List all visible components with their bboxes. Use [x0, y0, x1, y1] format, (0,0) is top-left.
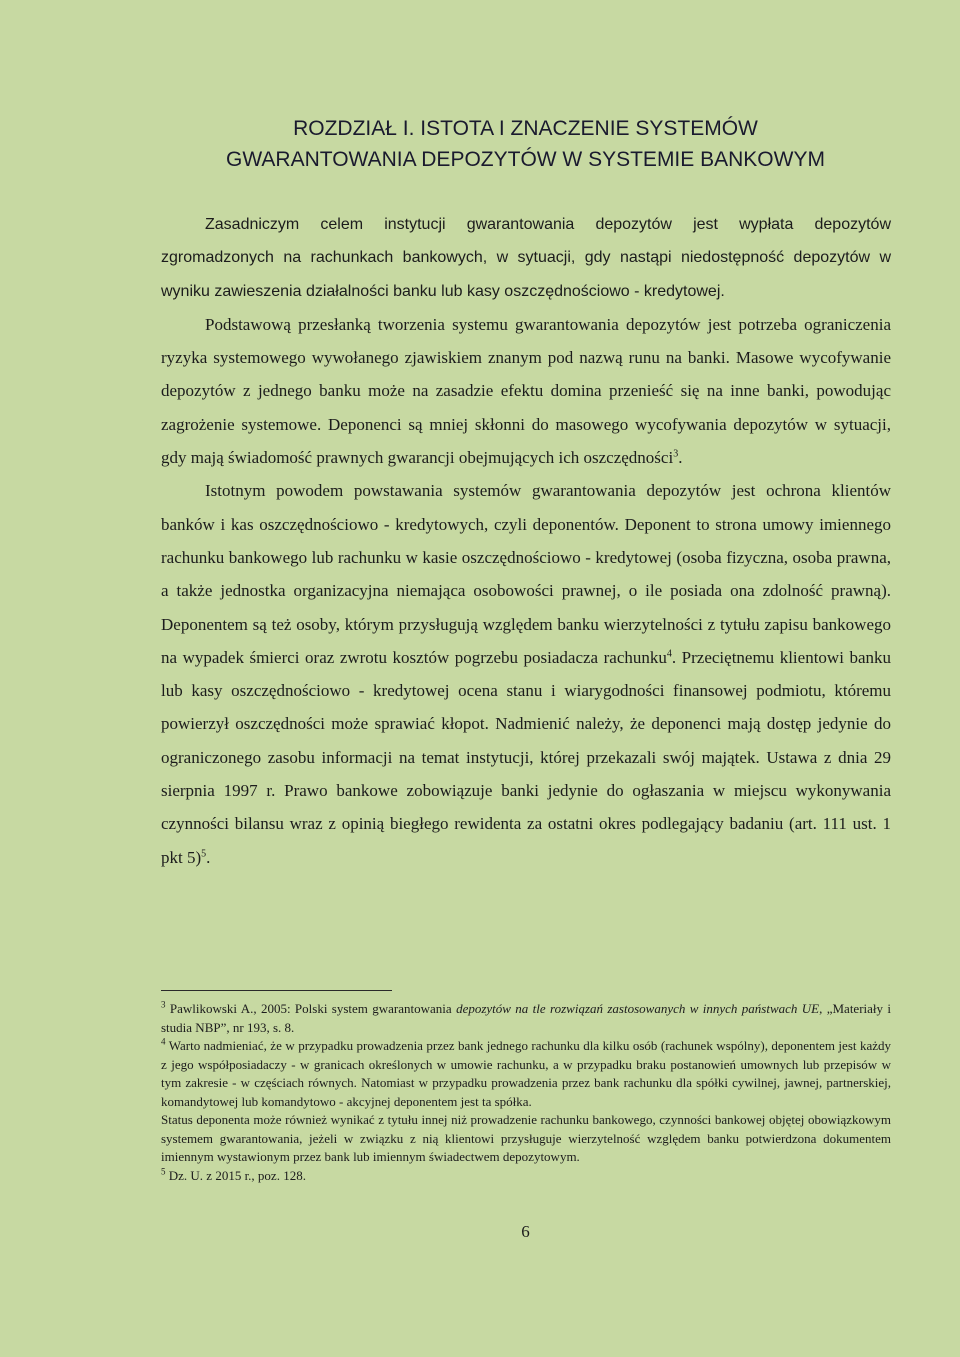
footnote-ref-5: 5	[201, 847, 207, 859]
page-number: 6	[521, 1222, 530, 1241]
footnote-5-text: Dz. U. z 2015 r., poz. 128.	[168, 1167, 306, 1183]
footnotes	[161, 1000, 891, 1185]
footnote-5	[161, 1167, 891, 1186]
footnote-3-text-b: , „Materiały i studia NBP”, nr 193, s. 8.	[161, 1001, 892, 1035]
paragraph-3	[161, 474, 891, 874]
footnote-3-title: depozytów na tle rozwiązań zastosowanych w innych państwach UE	[456, 1001, 820, 1016]
paragraph-1: Zasadniczym celem instytucji gwarantowania depozytów jest wypłata depozytów zgromadzonych na rachunkach bankowych, w sytuacji, gdy nastąpi niedostępność depozytów w wyniku zawieszenia działalności banku lub kasy oszczędnościowo - kredytowej.	[161, 216, 891, 300]
footnote-3	[161, 1000, 891, 1037]
paragraph-2-end: .	[678, 448, 683, 468]
chapter-title-line-2: GWARANTOWANIA DEPOZYTÓW W SYSTEMIE BANKOWYM	[226, 148, 825, 171]
footnote-separator	[161, 990, 392, 991]
paragraph-3-text-a: Istotnym powodem powstawania systemów gwarantowania depozytów jest ochrona klientów banków i kas oszczędnościowo - kredytowych, czyli deponentów. Deponent to strona umowy imiennego rachunku bankowego lub rachunku w kasie oszczędnościowo - kredytowej (osoba fizyczna, osoba prawna, a także jednostka organizacyjna niemająca osobowości prawnej, o ile posiada ona zdolność prawną). Deponentem są też osoby, którym przysługują względem banku wierzytelności z tytułu zapisu bankowego na wypadek śmierci oraz zwrotu kosztów pogrzebu posiadacza rachunku	[161, 481, 891, 667]
footnote-3-text-a: Pawlikowski A., 2005: Polski system gwarantowania	[169, 1001, 457, 1016]
chapter-title-line-1: ROZDZIAŁ I. ISTOTA I ZNACZENIE SYSTEMÓW	[293, 117, 758, 140]
paragraph-3-text-b: . Przeciętnemu klientowi banku lub kasy oszczędnościowo - kredytowej ocena stanu i wiarygodności finansowej podmiotu, któremu powierzył oszczędności może sprawiać kłopot. Nadmienić należy, że deponenci mają dostęp jedynie do ograniczonego zasobu informacji na temat instytucji, której przekazali swój majątek. Ustawa z dnia 29 sierpnia 1997 r. Prawo bankowe zobowiązuje banki jedynie do ogłaszania w miejscu wykonywania czynności bilansu wraz z opinią biegłego rewidenta za ostatni okres podlegający badaniu (art. 111 ust. 1 pkt 5)	[161, 647, 892, 867]
footnote-4-text: Warto nadmieniać, że w przypadku prowadzenia przez bank jednego rachunku dla kilku osób (rachunek wspólny), deponentem jest każdy z jego współposiadaczy - w granicach określonych w umowie rachunku, a w przypadku braku postanowień umownych lub przepisów w tym zakresie - w częściach równych. Natomiast w przypadku prowadzenia przez bank rachunku dla spółki cywilnej, jawnej, partnerskiej, komandytowej lub komandytowo - akcyjnej deponentem jest ta spółka.	[161, 1038, 892, 1109]
body-text	[161, 208, 891, 874]
footnote-ref-3: 3	[673, 448, 679, 460]
footnote-4-continuation: Status deponenta może również wynikać z tytułu innej niż prowadzenie rachunku bankowego, czynności bankowej objętej obowiązkowym systemem gwarantowania, jeżeli w związku z nią klientowi przysługuje wierzytelność względem banku potwierdzona dokumentem imiennym wystawionym przez bank lub imiennym świadectwem depozytowym.	[161, 1112, 891, 1164]
chapter-title	[160, 113, 891, 175]
footnote-5-number: 5	[161, 1166, 166, 1177]
paragraph-3-end: .	[206, 847, 211, 867]
paragraph-2-text: Podstawową przesłanką tworzenia systemu gwarantowania depozytów jest potrzeba ograniczenia ryzyka systemowego wywołanego zjawiskiem znanym pod nazwą runu na banki. Masowe wycofywanie depozytów z jednego banku może na zasadzie efektu domina przenieść się na inne banki, powodując zagrożenie systemowe. Deponenci są mniej skłonni do masowego wycofywania depozytów w sytuacji, gdy mają świadomość prawnych gwarancji obejmujących ich oszczędności	[161, 314, 891, 468]
footnote-ref-4: 4	[666, 648, 672, 660]
footnote-4-number: 4	[161, 1036, 166, 1047]
paragraph-2	[161, 308, 891, 474]
footnote-4	[161, 1037, 891, 1111]
footnote-3-number: 3	[161, 999, 166, 1010]
